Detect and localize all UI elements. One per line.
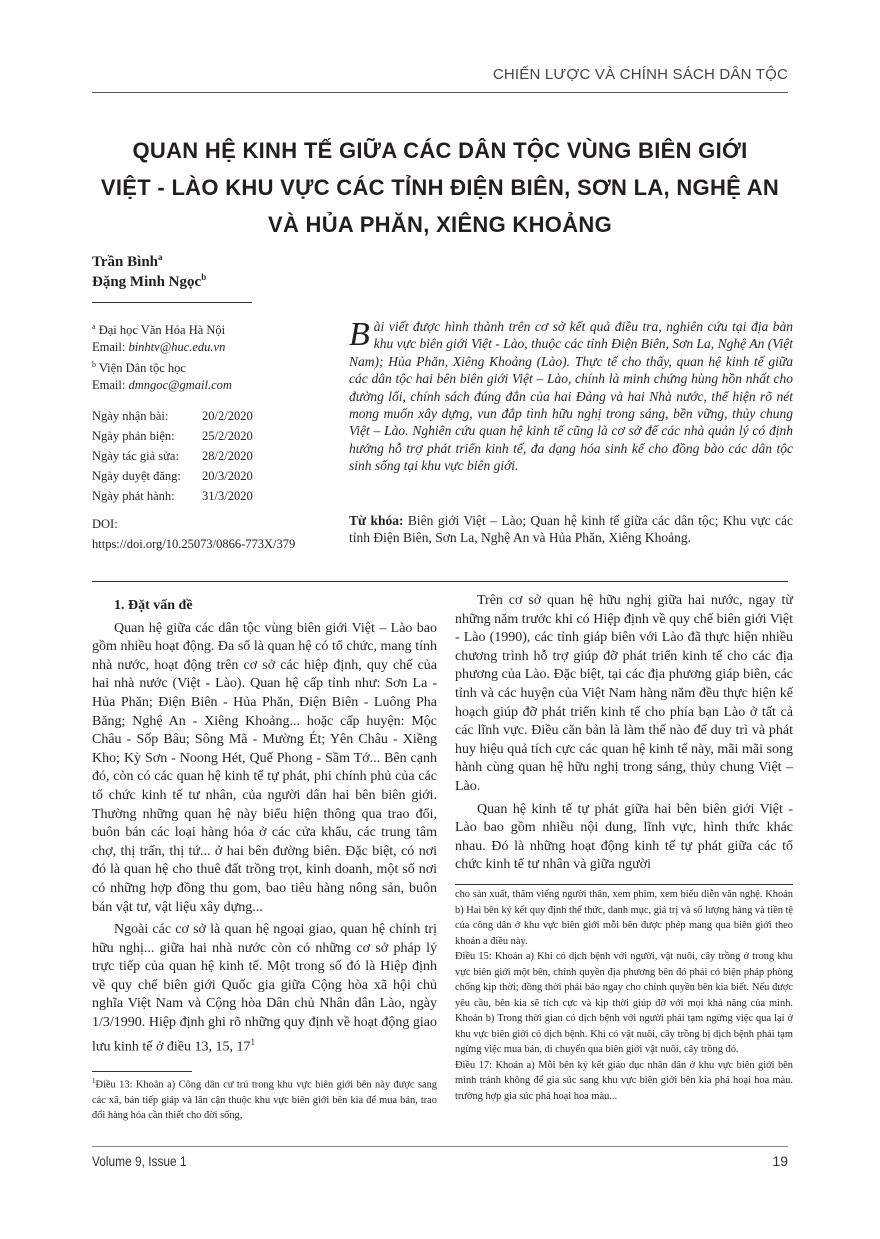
footnote-rule-left (92, 1071, 192, 1072)
author-mark: b (201, 272, 207, 282)
keywords-text: Biên giới Việt – Lào; Quan hệ kinh tế giữa các dân tộc; Khu vực các tỉnh Điện Biên, Sơn La, Nghệ An và Hủa Phăn, Xiêng Khoảng. (349, 513, 793, 546)
paragraph: Trên cơ sở quan hệ hữu nghị giữa hai nước, ngay từ những năm trước khi có Hiệp định về quy chế biên giới Việt - Lào (1990), các tỉnh giáp biên với Lào đã thực hiện nhiều chương trình hỗ trợ giúp đỡ phát triển kinh tế cho các địa phương của Lào. Đặc biệt, tại các địa phương giáp biên, các tỉnh và các huyện của Việt Nam hàng năm đều thực hiện kế hoạch giúp đỡ phát triển kinh tế cho phía bạn Lào ở tất cả các lĩnh vực. Điều căn bản là làm thế nào để duy trì và phát huy hiệu quả tích cực các quan hệ kinh tế này, mãi mãi song hành cùng quan hệ hữu nghị trong sáng, thủy chung Việt – Lào. (455, 593, 793, 794)
body-column-left (92, 597, 437, 1057)
keywords (349, 512, 793, 547)
author-name: Đặng Minh Ngọc (92, 274, 202, 290)
drop-cap: B (349, 316, 370, 353)
section-rule (92, 581, 788, 582)
page-number: 19 (772, 1153, 788, 1169)
abstract-text: ài viết được hình thành trên cơ sở kết quả điều tra, nghiên cứu tại địa bàn khu vực biên giới Việt - Lào, thuộc các tỉnh Điện Biên, Sơn La, Nghệ An (Việt Nam); Hủa Phăn, Xiêng Khoảng (Lào). Thực tế cho thấy, quan hệ kinh tế giữa các dân tộc hai bên biên giới Việt – Lào, chính là minh chứng hùng hồn nhất cho đường lối, chính sách đúng đắn của hai Đảng và hai Nhà nước, thể hiện rõ nét mong muốn xây dựng, vun đắp tình hữu nghị trong sáng, bền vững, thủy chung Việt – Lào. Nghiên cứu quan hệ kinh tế cũng là cơ sở để các nhà quản lý có định hướng hỗ trợ phát triển kinh tế, đa dạng hóa sinh kế cho đồng bào các dân tộc sinh sống tại khu vực biên giới. (349, 319, 793, 474)
author-1 (92, 252, 163, 271)
author-rule (92, 302, 252, 303)
footnote-rule-right (455, 884, 793, 885)
footnote-paragraph: cho sản xuất, thăm viếng người thân, xem phim, xem biểu diễn văn nghệ. Khoản b) Hai bên ký kết quy định thể thức, danh mục, giá trị và số lượng hàng và tiền tệ của công dân ở khu vực biên giới mỗi bên được phép mang qua biên giới theo khoản a điều này. (455, 889, 793, 947)
author-name: Trần Bình (92, 254, 158, 270)
doi (92, 514, 295, 554)
affiliation-a: $^a$ Đại học Văn Hóa Hà Nội (92, 322, 226, 338)
header-rule (92, 92, 788, 93)
email-link-b[interactable]: dmngoc@gmail.com (128, 378, 232, 393)
journal-volume: Volume 9, Issue 1 (92, 1153, 187, 1169)
title-line: VIỆT - LÀO KHU VỰC CÁC TỈNH ĐIỆN BIÊN, SƠN LA, NGHỆ AN (100, 175, 780, 200)
title-line: QUAN HỆ KINH TẾ GIỮA CÁC DÂN TỘC VÙNG BIÊN GIỚI (132, 138, 748, 163)
date-row: Ngày tác giả sửa: 28/2/2020 (92, 449, 253, 463)
article-title (92, 132, 788, 243)
body-column-right (455, 592, 793, 875)
footnote-paragraph: Điều 17: Khoản a) Mỗi bên ký kết giáo dục nhân dân ở khu vực biên giới bên mình tránh không để gia súc sang khu vực biên giới bên kia phá hoại hoa màu. trường hợp gia súc phá hoại hoa màu... (455, 1059, 793, 1102)
section-heading: 1. Đặt vấn đề (114, 598, 193, 613)
date-row: Ngày duyệt đăng: 20/3/2020 (92, 469, 253, 483)
email-b: Email: dmngoc@gmail.com (92, 378, 232, 393)
date-row: Ngày phản biện: 25/2/2020 (92, 429, 253, 443)
date-row: Ngày phát hành: 31/3/2020 (92, 489, 253, 503)
doi-label: DOI: (92, 517, 118, 531)
footer-rule (92, 1146, 788, 1147)
paragraph: Ngoài các cơ sở là quan hệ ngoại giao, quan hệ chính trị hữu nghị... giữa hai nhà nước còn có những cơ sở pháp lý trực tiếp của quan hệ kinh tế. Một trong số đó là Hiệp định về quy chế biên giới Quốc gia giữa Cộng hòa xã hội chủ nghĩa Việt Nam và Cộng hòa Dân chủ Nhân dân Lào, ngày 1/3/1990. Hiệp định ghi rõ những quy định về hoạt động giao lưu kinh tế ở điều 13, 15, $17^1$ (92, 922, 437, 1055)
doi-link[interactable]: https://doi.org/10.25073/0866-773X/379 (92, 537, 296, 551)
footnote-left: $^1$Điều 13: Khoản a) Công dân cư trú trong khu vực biên giới bên này được sang các xã, bản tiếp giáp và lân cận thuộc khu vực biên giới bên kia để mua bán, trao đổi hàng hóa cần thiết cho đời sống, (92, 1077, 437, 1122)
paragraph: Quan hệ kinh tế tự phát giữa hai bên biên giới Việt - Lào bao gồm nhiều nội dung, lĩnh vực, hình thức khác nhau. Đó là những hoạt động kinh tế tự phát giữa các tổ chức kinh tế tư nhân và giữa người (455, 801, 793, 873)
author-mark: a (158, 252, 163, 262)
title-line: VÀ HỦA PHĂN, XIÊNG KHOẢNG (267, 212, 613, 237)
affiliation-b: $^b$ Viện Dân tộc học (92, 360, 186, 376)
email-a: Email: binhtv@huc.edu.vn (92, 340, 226, 355)
author-2 (92, 272, 206, 291)
paragraph: Quan hệ giữa các dân tộc vùng biên giới Việt – Lào bao gồm nhiều hoạt động. Đa số là quan hệ có tổ chức, mang tính nhà nước, hoạt động trên cơ sở các hiệp định, quy chế của hai nhà nước (Việt - Lào). Quan hệ cấp tỉnh như: Sơn La - Hủa Phăn; Điện Biên - Hủa Phăn, Điện Biên - Luông Pha Băng; Nghệ An - Xiêng Khoảng... hoặc cấp huyện: Mộc Châu - Sốp Bâu; Sông Mã - Mường Ét; Yên Châu - Xiềng Kho; Kỳ Sơn - Noong Hét, Quế Phong - Sầm Tớ... Bên cạnh đó, còn có các quan hệ kinh tế tự phát, phi chính phủ của các tổ chức kinh tế tư nhân, của người dân hai bên biên giới. Thường những quan hệ này biểu hiện thông qua trao đổi, buôn bán các loại hàng hóa ở các cửa khẩu, các trung tâm chợ, thị trấn, thị tứ... ở hai bên đường biên. Đặc biệt, có nơi đó là quan hệ cho thuê đất trồng trọt, kinh doanh, một số nơi có những hợp đồng thu gom, bao tiêu hàng nông sản, buôn bán vật tư, vật liệu xây dựng... (92, 620, 437, 915)
footnote-right (455, 887, 793, 1104)
affiliations (92, 318, 342, 394)
keywords-label: Từ khóa: (349, 513, 404, 528)
email-link-a[interactable]: binhtv@huc.edu.vn (128, 340, 226, 355)
running-header: CHIẾN LƯỢC VÀ CHÍNH SÁCH DÂN TỘC (492, 66, 788, 83)
article-dates (92, 406, 253, 506)
date-row: Ngày nhận bài: 20/2/2020 (92, 409, 253, 423)
footnote-ref[interactable]: 1 (250, 1036, 255, 1047)
footnote-paragraph: Điều 15: Khoản a) Khi có dịch bệnh với người, vật nuôi, cây trồng ở trong khu vực biên giới một bên, chính quyền địa phương bên đó phải có biện pháp phòng chống kịp thời; đồng thời phải báo ngay cho chính quyền bên kia biết. Nếu được yêu cầu, bên kia sẽ tích cực và kịp thời giúp đỡ với mọi khả năng của mình. Khoản b) Trong thời gian có dịch bệnh với người phải tạm ngừng việc qua lại ở khu vực biên giới có dịch bệnh. Khi có vật nuôi, cây trồng bị dịch bệnh phải tạm ngừng việc mua bán, di chuyển qua biên giới vật nuôi, cây trồng đó. (455, 951, 793, 1055)
abstract (349, 318, 793, 475)
